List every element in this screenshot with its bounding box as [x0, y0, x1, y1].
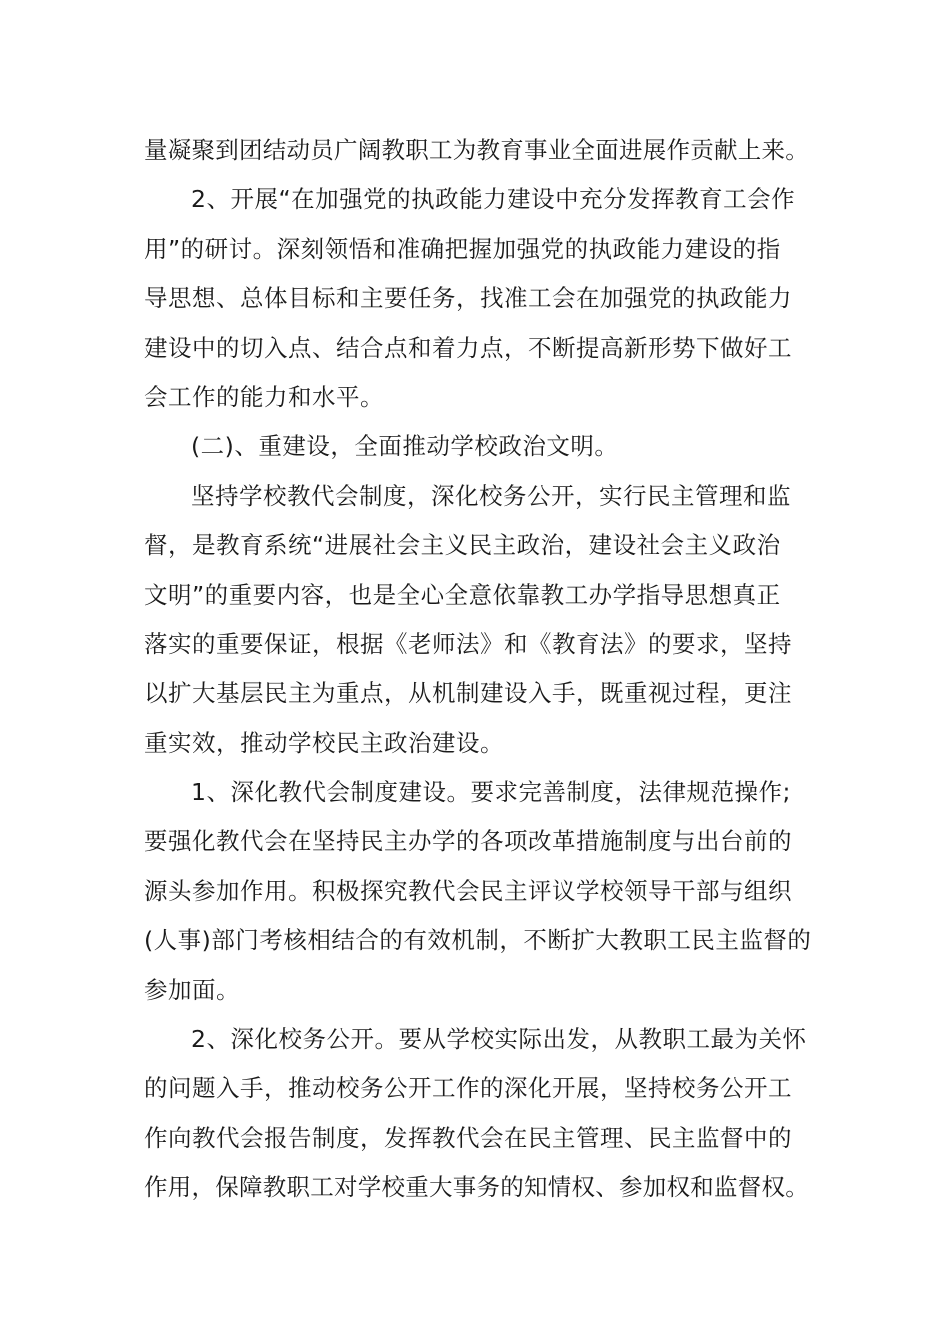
text-line: 要强化教代会在坚持民主办学的各项改革措施制度与出台前的: [144, 827, 792, 856]
text-line: 重实效，推动学校民主政治建设。: [144, 728, 504, 757]
text-line: 2、深化校务公开。要从学校实际出发，从教职工最为关怀: [191, 1025, 807, 1054]
text-line: 落实的重要保证，根据《老师法》和《教育法》的要求，坚持: [144, 629, 792, 658]
text-line: 作用，保障教职工对学校重大事务的知情权、参加权和监督权。: [144, 1173, 809, 1202]
text-line: 以扩大基层民主为重点，从机制建设入手，既重视过程，更注: [144, 679, 792, 708]
text-line: 建设中的切入点、结合点和着力点，不断提高新形势下做好工: [144, 333, 792, 362]
text-line: 导思想、总体目标和主要任务，找准工会在加强党的执政能力: [144, 284, 792, 313]
text-line: 坚持学校教代会制度，深化校务公开，实行民主管理和监: [191, 481, 791, 510]
text-line: 2、开展“在加强党的执政能力建设中充分发挥教育工会作: [191, 185, 796, 214]
text-line: 文明”的重要内容，也是全心全意依靠教工办学指导思想真正: [144, 580, 781, 609]
text-line: 会工作的能力和水平。: [144, 382, 384, 411]
document-body: [144, 126, 812, 1213]
text-line: 用”的研讨。深刻领悟和准确把握加强党的执政能力建设的指: [144, 234, 781, 263]
text-line: 的问题入手，推动校务公开工作的深化开展，坚持校务公开工: [144, 1074, 792, 1103]
text-line: 1、深化教代会制度建设。要求完善制度，法律规范操作;: [191, 778, 791, 807]
text-line: (人事)部门考核相结合的有效机制，不断扩大教职工民主监督的: [144, 926, 812, 955]
text-line: 量凝聚到团结动员广阔教职工为教育事业全面进展作贡献上来。: [144, 136, 809, 164]
text-line: (二)、重建设，全面推动学校政治文明。: [191, 432, 619, 461]
text-line: 作向教代会报告制度，发挥教代会在民主管理、民主监督中的: [144, 1123, 792, 1152]
text-line: 源头参加作用。积极探究教代会民主评议学校领导干部与组织: [144, 876, 792, 905]
text-line: 参加面。: [144, 975, 240, 1004]
text-line: 督，是教育系统“进展社会主义民主政治，建设社会主义政治: [144, 531, 781, 560]
